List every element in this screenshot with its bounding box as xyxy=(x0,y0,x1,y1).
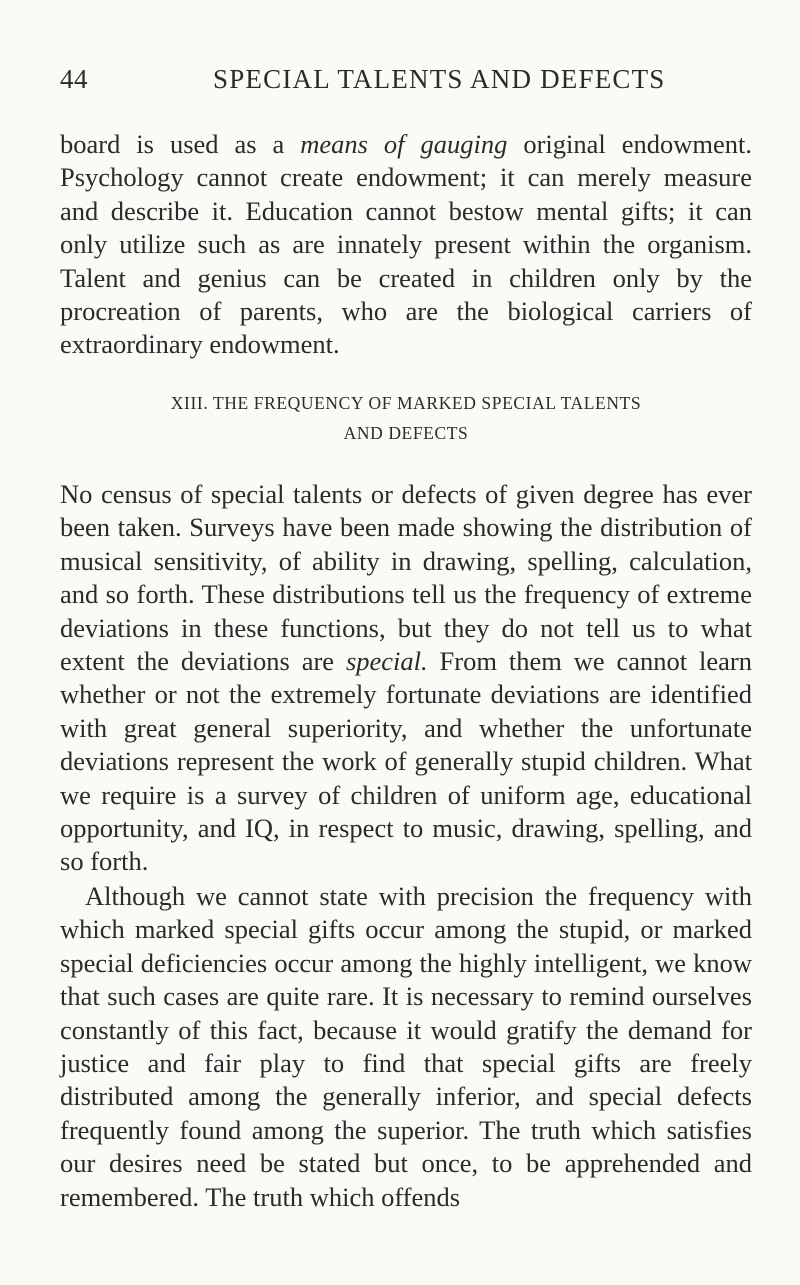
running-head: SPECIAL TALENTS AND DEFECTS xyxy=(213,64,666,94)
page-number: 44 xyxy=(60,64,88,94)
section-heading-line-2: AND DEFECTS xyxy=(343,423,469,443)
paragraph-1-text-a: board is used as a xyxy=(60,129,301,159)
paragraph-2-emphasis: special. xyxy=(345,646,428,677)
section-heading-line-1: XIII. THE FREQUENCY OF MARKED SPECIAL TALENTS xyxy=(170,393,642,413)
paragraph-1-text-b: original endowment. Psychology cannot create endowment; it can merely measure and describe it. Education cannot bestow mental gifts; it can only utilize such as are innately present within the organism. Talent and genius can be created in children only by the procreation of parents, who are the biological carriers of extraordinary endowment. xyxy=(60,129,752,360)
paragraph-3: Although we cannot state with precision the frequency with which marked special gifts occur among the stupid, or marked special deficiencies occur among the highly intelligent, we know that such cases are quite rare. It is necessary to remind ourselves constantly of this fact, because it would gratify the demand for justice and fair play to find that special gifts are freely distributed among the generally inferior, and special defects frequently found among the superior. The truth which satisfies our desires need be stated but once, to be apprehended and remembered. The truth which offends xyxy=(60,881,752,1212)
paragraph-1-emphasis: means of gauging xyxy=(300,129,508,159)
paragraph-2 xyxy=(60,478,752,879)
paragraph-2-text-a: No census of special talents or defects of given degree has ever been taken. Surveys have been made showing the distribution of musical sensitivity, of ability in drawing, spelling, calculation, and so forth. These distributions tell us the frequency of extreme deviations in these functions, but they do not tell us to what extent the deviations are xyxy=(60,479,752,677)
page-header xyxy=(60,64,750,104)
paragraph-1 xyxy=(60,128,752,362)
paragraph-2-text-b: From them we cannot learn whether or not the extremely fortunate deviations are identified with great general superiority, and whether the unfortunate deviations represent the work of generally stupid children. What we require is a survey of children of uniform age, educational opportunity, and IQ, in respect to music, drawing, spelling, and so forth. xyxy=(60,646,752,877)
section-heading xyxy=(60,388,752,448)
